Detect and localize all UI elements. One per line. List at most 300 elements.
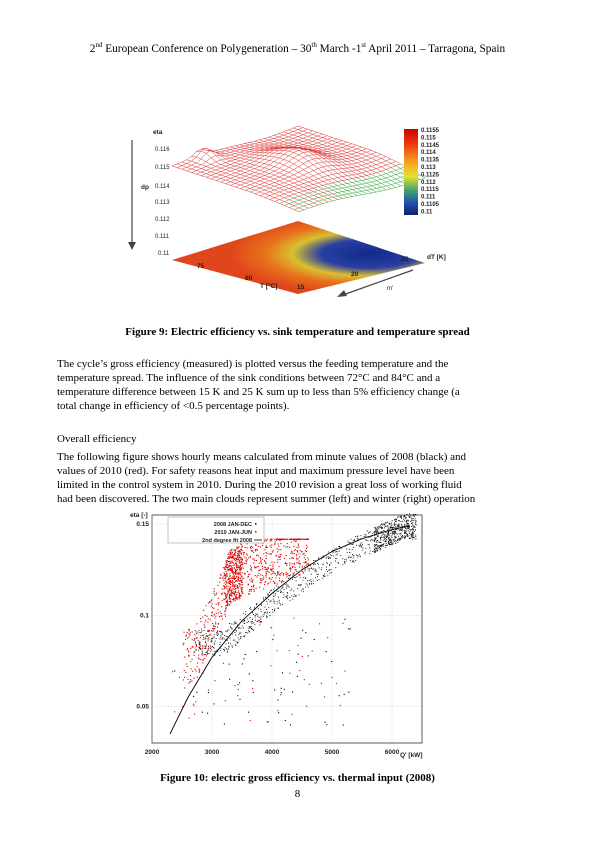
- data-point: [407, 515, 408, 516]
- data-point: [235, 588, 236, 589]
- data-point: [275, 541, 276, 542]
- data-point: [405, 518, 406, 519]
- data-point: [401, 524, 402, 525]
- data-point: [268, 583, 269, 584]
- data-point: [204, 630, 205, 631]
- data-point: [403, 519, 404, 520]
- data-point: [267, 583, 268, 584]
- data-point: [334, 549, 335, 550]
- data-point: [235, 641, 236, 642]
- data-point: [365, 536, 366, 537]
- data-point: [214, 636, 215, 637]
- data-point: [368, 533, 369, 534]
- data-point: [233, 640, 234, 641]
- data-point: [375, 550, 376, 551]
- data-point: [287, 543, 288, 544]
- data-point: [217, 633, 218, 634]
- colorbar: [404, 129, 418, 215]
- data-point: [346, 561, 347, 562]
- data-point: [197, 632, 198, 633]
- data-point: [243, 620, 244, 621]
- data-point: [211, 606, 212, 607]
- data-point: [243, 627, 244, 628]
- y-axis-label: eta [-]: [130, 512, 148, 519]
- data-point: [394, 519, 395, 520]
- data-point: [194, 638, 195, 639]
- data-point: [261, 611, 262, 612]
- data-point: [220, 642, 221, 643]
- data-point: [277, 710, 278, 711]
- data-point: [328, 552, 329, 553]
- data-point: [208, 648, 209, 649]
- paragraph-line: temperature difference between 15 K and 25 K sum up to less than 5% efficiency change (a: [57, 386, 460, 398]
- data-point: [375, 544, 376, 545]
- data-point: [230, 626, 231, 627]
- x-tick: 80: [245, 275, 253, 282]
- data-point: [223, 580, 224, 581]
- data-point: [365, 539, 366, 540]
- data-point: [384, 536, 385, 537]
- colorbar-label: 0.1145: [421, 142, 440, 149]
- data-point: [296, 558, 297, 559]
- data-point: [389, 534, 390, 535]
- mesh-line: [275, 201, 299, 211]
- data-point: [314, 571, 315, 572]
- data-point: [398, 524, 399, 525]
- data-point: [242, 546, 243, 547]
- data-point: [250, 720, 251, 721]
- data-point: [326, 558, 327, 559]
- data-point: [199, 644, 200, 645]
- data-point: [399, 520, 400, 521]
- data-point: [331, 555, 332, 556]
- data-point: [389, 540, 390, 541]
- data-point: [273, 596, 274, 597]
- data-point: [303, 580, 304, 581]
- data-point: [305, 569, 306, 570]
- data-point: [226, 588, 227, 589]
- data-point: [398, 529, 399, 530]
- data-point: [210, 645, 211, 646]
- data-point: [248, 712, 249, 713]
- data-point: [253, 622, 254, 623]
- data-point: [267, 567, 268, 568]
- data-point: [360, 546, 361, 547]
- legend-marker: [255, 523, 257, 525]
- data-point: [326, 651, 327, 652]
- mesh-line: [216, 141, 342, 181]
- figure-10-caption: Figure 10: electric gross efficiency vs. thermal input (2008): [160, 772, 435, 784]
- data-point: [260, 617, 261, 618]
- data-point: [183, 644, 184, 645]
- data-point: [344, 671, 345, 672]
- data-point: [379, 547, 380, 548]
- data-point: [191, 659, 192, 660]
- data-point: [189, 629, 190, 630]
- data-point: [283, 597, 284, 598]
- data-point: [415, 527, 416, 528]
- data-point: [192, 631, 193, 632]
- data-point: [250, 627, 251, 628]
- data-point: [276, 548, 277, 549]
- data-point: [374, 544, 375, 545]
- data-point: [214, 628, 215, 629]
- data-point: [246, 632, 247, 633]
- data-point: [230, 561, 231, 562]
- data-point: [232, 645, 233, 646]
- data-point: [323, 575, 324, 576]
- data-point: [283, 581, 284, 582]
- data-point: [196, 644, 197, 645]
- legend-label: 2010 JAN-JUN: [214, 530, 252, 536]
- data-point: [214, 644, 215, 645]
- mesh-line: [187, 131, 313, 171]
- data-point: [333, 556, 334, 557]
- data-point: [312, 569, 313, 570]
- data-point: [266, 573, 267, 574]
- data-point: [225, 574, 226, 575]
- data-point: [291, 589, 292, 590]
- data-point: [289, 587, 290, 588]
- data-point: [381, 524, 382, 525]
- data-point: [302, 551, 303, 552]
- data-point: [380, 540, 381, 541]
- data-point: [391, 542, 392, 543]
- data-point: [294, 594, 295, 595]
- data-point: [378, 532, 379, 533]
- data-point: [208, 689, 209, 690]
- data-point: [274, 572, 275, 573]
- data-point: [386, 539, 387, 540]
- data-point: [333, 552, 334, 553]
- data-point: [293, 596, 294, 597]
- data-point: [269, 612, 270, 613]
- data-point: [331, 572, 332, 573]
- data-point: [258, 570, 259, 571]
- data-point: [233, 576, 234, 577]
- data-point: [313, 560, 314, 561]
- data-point: [410, 517, 411, 518]
- data-point: [226, 586, 227, 587]
- data-point: [225, 598, 226, 599]
- data-point: [412, 532, 413, 533]
- data-point: [392, 533, 393, 534]
- data-point: [398, 525, 399, 526]
- data-point: [235, 623, 236, 624]
- data-point: [237, 598, 238, 599]
- data-point: [218, 634, 219, 635]
- data-point: [356, 555, 357, 556]
- data-point: [375, 539, 376, 540]
- data-point: [327, 575, 328, 576]
- data-point: [329, 557, 330, 558]
- data-point: [369, 553, 370, 554]
- data-point: [257, 621, 258, 622]
- data-point: [241, 591, 242, 592]
- data-point: [271, 590, 272, 591]
- data-point: [364, 553, 365, 554]
- data-point: [230, 580, 231, 581]
- data-point: [224, 582, 225, 583]
- data-point: [271, 562, 272, 563]
- data-point: [279, 600, 280, 601]
- data-point: [301, 590, 302, 591]
- data-point: [286, 539, 287, 540]
- data-point: [294, 539, 295, 540]
- data-point: [256, 603, 257, 604]
- data-point: [396, 537, 397, 538]
- data-point: [226, 561, 227, 562]
- data-point: [270, 665, 271, 666]
- data-point: [368, 540, 369, 541]
- data-point: [299, 556, 300, 557]
- data-point: [264, 613, 265, 614]
- data-point: [377, 532, 378, 533]
- data-point: [202, 660, 203, 661]
- data-point: [298, 547, 299, 548]
- data-point: [275, 577, 276, 578]
- data-point: [294, 577, 295, 578]
- data-point: [376, 544, 377, 545]
- data-point: [295, 549, 296, 550]
- data-point: [335, 552, 336, 553]
- data-point: [242, 564, 243, 565]
- data-point: [357, 557, 358, 558]
- data-point: [404, 524, 405, 525]
- data-point: [346, 548, 347, 549]
- data-point: [222, 618, 223, 619]
- data-point: [220, 650, 221, 651]
- data-point: [257, 616, 258, 617]
- data-point: [374, 552, 375, 553]
- data-point: [224, 649, 225, 650]
- data-point: [286, 576, 287, 577]
- data-point: [189, 634, 190, 635]
- data-point: [266, 569, 267, 570]
- data-point: [189, 682, 190, 683]
- data-point: [239, 598, 240, 599]
- data-point: [225, 631, 226, 632]
- data-point: [272, 577, 273, 578]
- data-point: [406, 517, 407, 518]
- data-point: [293, 590, 294, 591]
- data-point: [375, 532, 376, 533]
- data-point: [248, 593, 249, 594]
- data-point: [265, 569, 266, 570]
- data-point: [390, 527, 391, 528]
- data-point: [236, 547, 237, 548]
- data-point: [187, 632, 188, 633]
- data-point: [261, 563, 262, 564]
- data-point: [206, 652, 207, 653]
- data-point: [193, 655, 194, 656]
- data-point: [362, 545, 363, 546]
- data-point: [389, 524, 390, 525]
- data-point: [311, 581, 312, 582]
- data-point: [188, 637, 189, 638]
- data-point: [266, 545, 267, 546]
- data-point: [330, 569, 331, 570]
- data-point: [272, 609, 273, 610]
- data-point: [287, 593, 288, 594]
- data-point: [388, 537, 389, 538]
- data-point: [272, 639, 273, 640]
- data-point: [202, 655, 203, 656]
- data-point: [214, 648, 215, 649]
- data-point: [381, 545, 382, 546]
- data-point: [279, 539, 280, 540]
- data-point: [288, 586, 289, 587]
- data-point: [354, 540, 355, 541]
- data-point: [299, 563, 300, 564]
- data-point: [277, 603, 278, 604]
- data-point: [300, 585, 301, 586]
- data-point: [204, 625, 205, 626]
- data-point: [309, 580, 310, 581]
- data-point: [249, 579, 250, 580]
- m-label: m': [387, 286, 394, 292]
- data-point: [235, 574, 236, 575]
- data-point: [292, 579, 293, 580]
- data-point: [278, 549, 279, 550]
- data-point: [192, 639, 193, 640]
- data-point: [174, 711, 175, 712]
- data-point: [221, 616, 222, 617]
- data-point: [390, 539, 391, 540]
- data-point: [404, 520, 405, 521]
- data-point: [195, 630, 196, 631]
- data-point: [372, 551, 373, 552]
- data-point: [384, 538, 385, 539]
- data-point: [237, 695, 238, 696]
- data-point: [284, 589, 285, 590]
- data-point: [212, 654, 213, 655]
- data-point: [232, 583, 233, 584]
- data-point: [216, 638, 217, 639]
- data-point: [409, 535, 410, 536]
- data-point: [399, 533, 400, 534]
- data-point: [289, 565, 290, 566]
- data-point: [203, 659, 204, 660]
- data-point: [398, 526, 399, 527]
- data-point: [329, 569, 330, 570]
- data-point: [293, 618, 294, 619]
- data-point: [349, 549, 350, 550]
- data-point: [368, 544, 369, 545]
- data-point: [237, 557, 238, 558]
- data-point: [225, 587, 226, 588]
- data-point: [227, 604, 228, 605]
- data-point: [386, 535, 387, 536]
- data-point: [256, 560, 257, 561]
- data-point: [293, 558, 294, 559]
- data-point: [207, 636, 208, 637]
- data-point: [266, 617, 267, 618]
- data-point: [405, 537, 406, 538]
- data-point: [278, 546, 279, 547]
- data-point: [243, 613, 244, 614]
- data-point: [187, 638, 188, 639]
- data-point: [305, 562, 306, 563]
- data-point: [233, 598, 234, 599]
- data-point: [206, 643, 207, 644]
- data-point: [272, 573, 273, 574]
- data-point: [288, 578, 289, 579]
- data-point: [394, 520, 395, 521]
- data-point: [214, 595, 215, 596]
- data-point: [396, 541, 397, 542]
- data-point: [413, 514, 414, 515]
- data-point: [410, 529, 411, 530]
- data-point: [272, 551, 273, 552]
- data-point: [327, 571, 328, 572]
- data-point: [412, 528, 413, 529]
- data-point: [245, 632, 246, 633]
- data-point: [210, 634, 211, 635]
- data-point: [385, 547, 386, 548]
- data-point: [199, 632, 200, 633]
- data-point: [352, 549, 353, 550]
- data-point: [286, 583, 287, 584]
- data-point: [233, 588, 234, 589]
- data-point: [235, 551, 236, 552]
- data-point: [281, 692, 282, 693]
- data-point: [236, 564, 237, 565]
- data-point: [224, 577, 225, 578]
- data-point: [402, 536, 403, 537]
- data-point: [361, 542, 362, 543]
- data-point: [265, 552, 266, 553]
- data-point: [287, 597, 288, 598]
- data-point: [225, 569, 226, 570]
- data-point: [241, 554, 242, 555]
- colorbar-labels: [421, 128, 440, 215]
- data-point: [305, 632, 306, 633]
- data-point: [249, 631, 250, 632]
- data-point: [289, 673, 290, 674]
- data-point: [378, 536, 379, 537]
- data-point: [238, 572, 239, 573]
- data-point: [280, 556, 281, 557]
- data-point: [183, 632, 184, 633]
- data-point: [227, 640, 228, 641]
- mesh-line: [240, 149, 366, 189]
- data-point: [385, 532, 386, 533]
- z-tick: 0.114: [155, 184, 170, 190]
- data-point: [409, 527, 410, 528]
- data-point: [234, 554, 235, 555]
- data-point: [266, 540, 267, 541]
- data-point: [309, 584, 310, 585]
- data-point: [382, 527, 383, 528]
- data-point: [237, 553, 238, 554]
- data-point: [252, 580, 253, 581]
- z-axis-arrowhead: [128, 242, 136, 250]
- data-point: [380, 527, 381, 528]
- data-point: [287, 598, 288, 599]
- data-point: [346, 559, 347, 560]
- data-point: [315, 569, 316, 570]
- data-point: [304, 570, 305, 571]
- data-point: [208, 646, 209, 647]
- data-point: [280, 592, 281, 593]
- data-point: [374, 551, 375, 552]
- data-point: [238, 576, 239, 577]
- data-point: [344, 694, 345, 695]
- data-point: [313, 564, 314, 565]
- data-point: [396, 533, 397, 534]
- data-point: [360, 556, 361, 557]
